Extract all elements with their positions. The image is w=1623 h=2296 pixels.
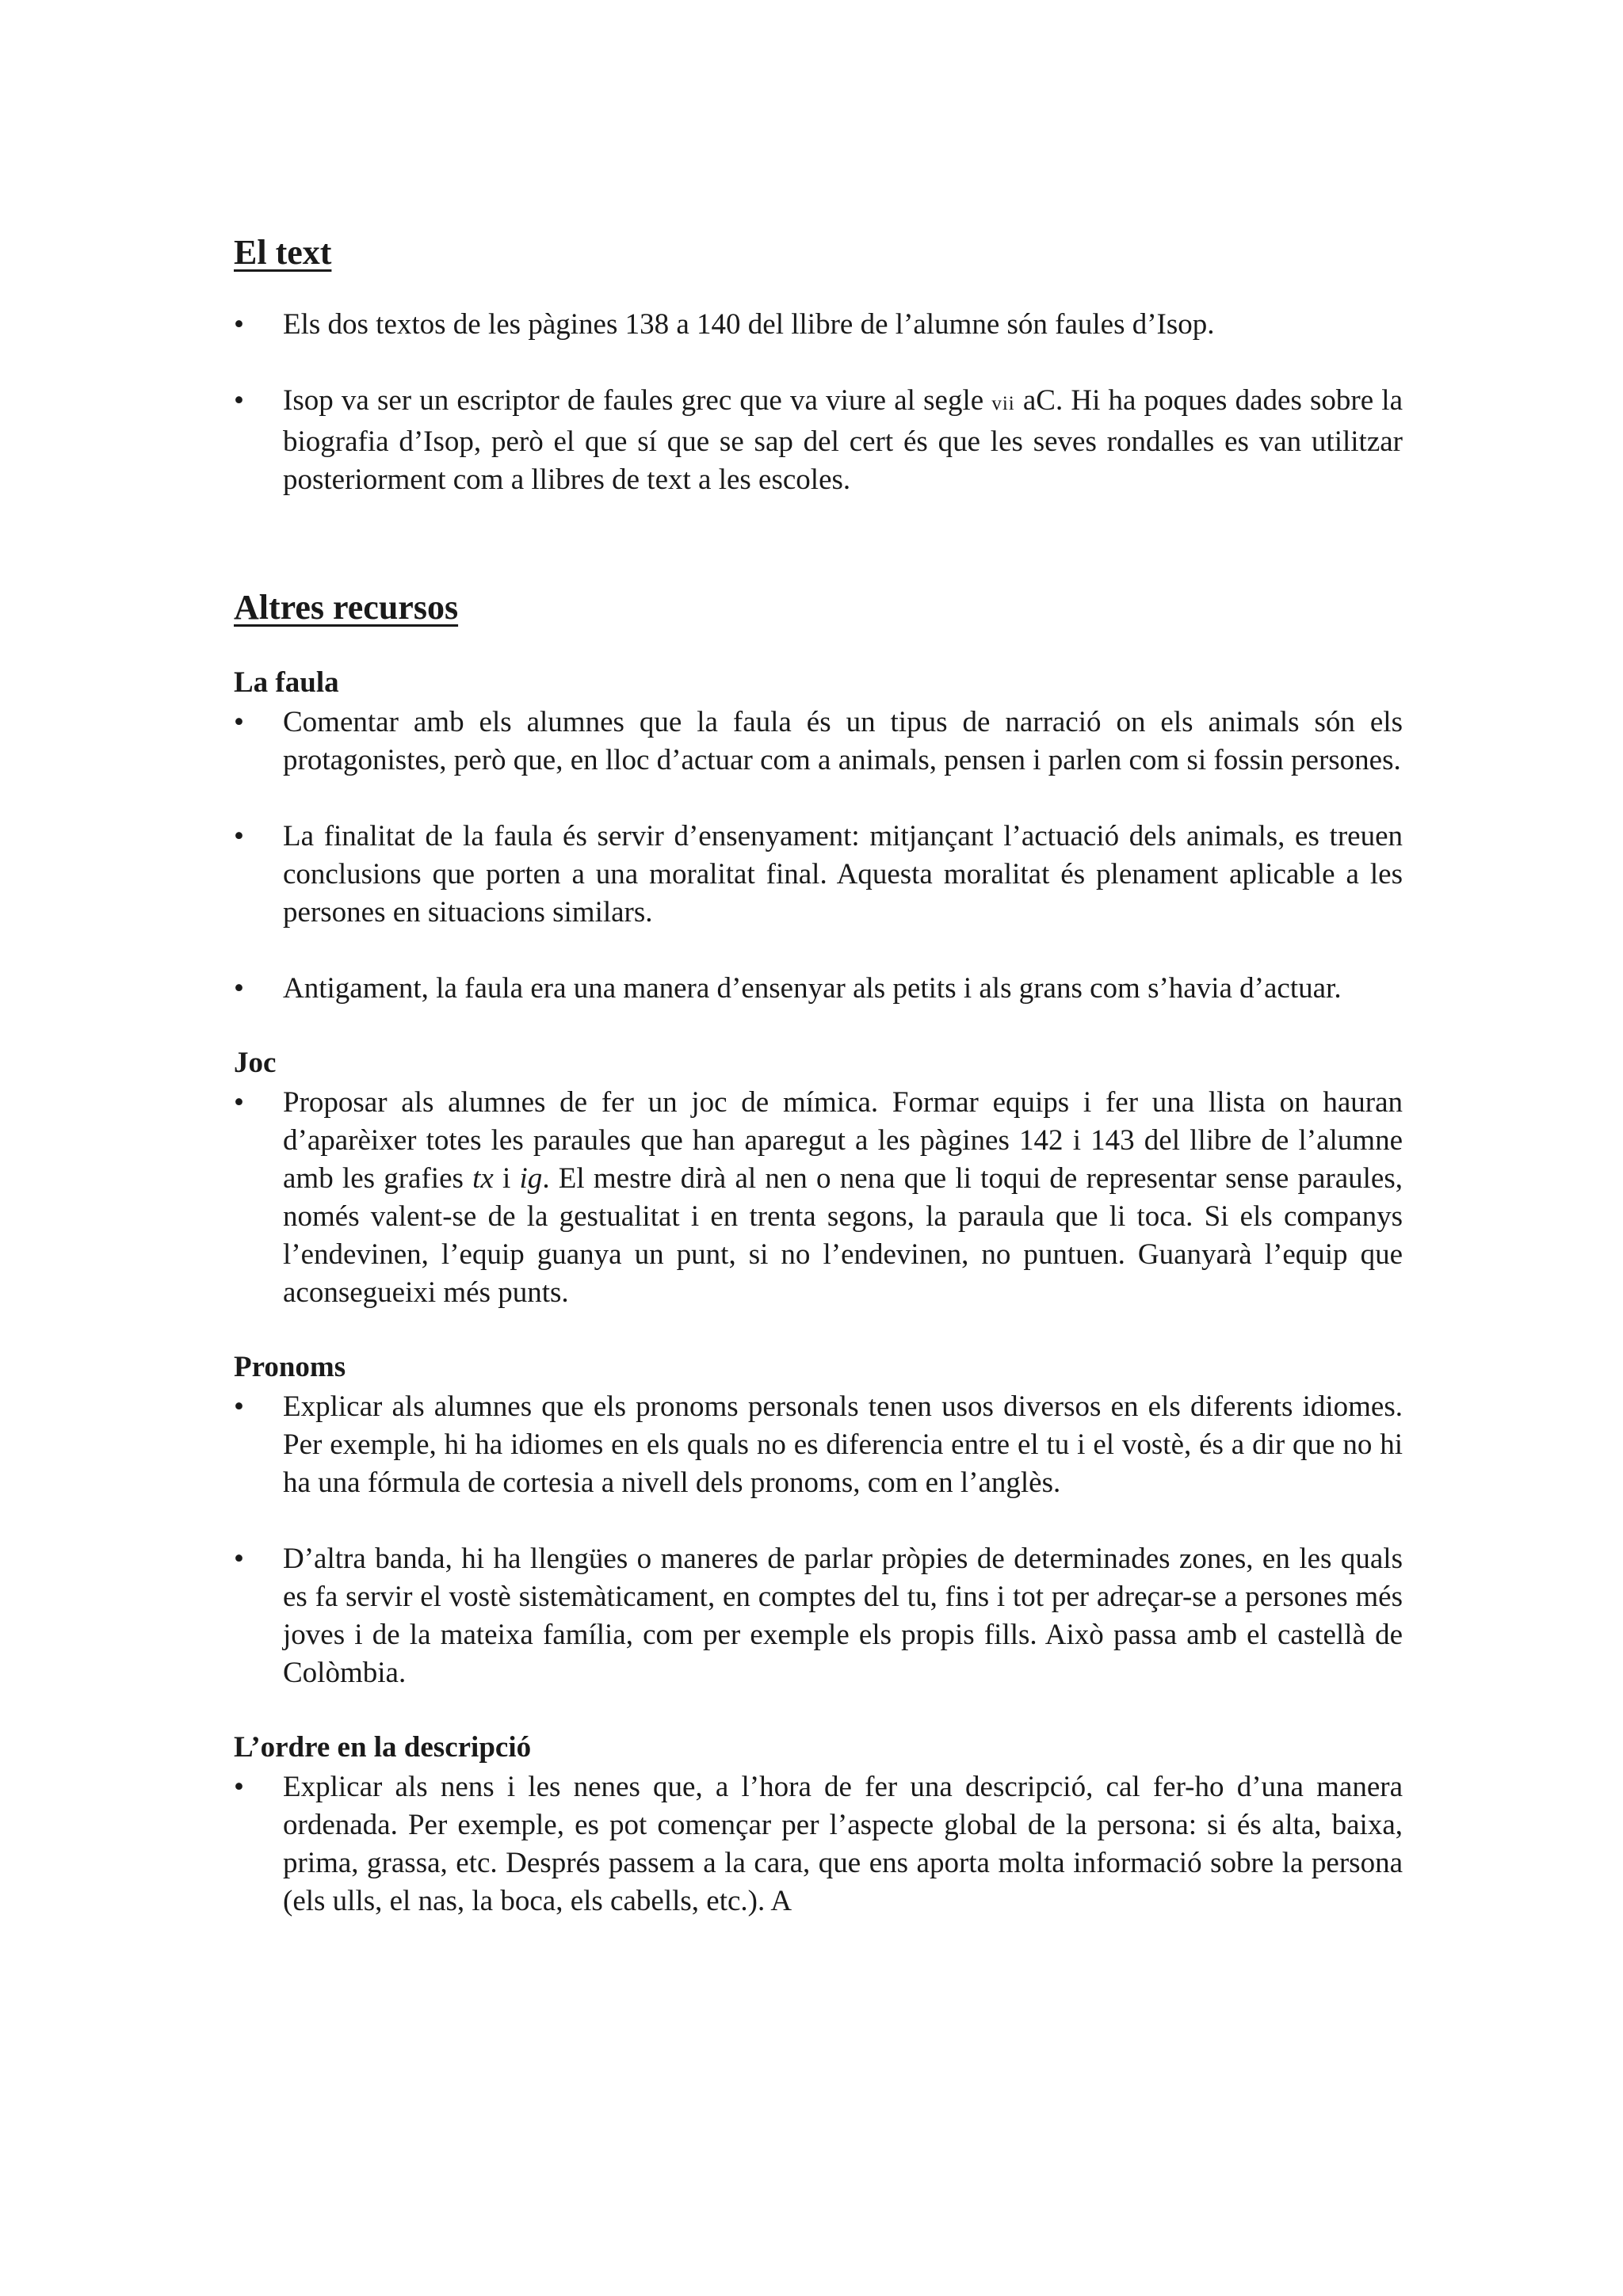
list-item [234, 1388, 1403, 1502]
paragraph-text: Comentar amb els alumnes que la faula és un tipus de narració on els animals són els protagonistes, però que, en lloc d’actuar com a animals, pensen i parlen com si fossin persones. [283, 706, 1403, 776]
list-item [234, 970, 1403, 1008]
list-item [234, 1768, 1403, 1920]
paragraph-text: i [493, 1162, 520, 1195]
bullet-icon: • [234, 1390, 244, 1423]
grafia-tx: tx [472, 1162, 494, 1195]
list-item [234, 1084, 1403, 1312]
paragraph-text: . El mestre dirà al nen o nena que li toqui de representar sense paraules, només valent-se de la gestualitat i en trenta segons, la paraula que li toca. Si els companys l’endevinen, l’equip guanya un punt, si no l’endevinen, no puntuen. Guanyarà l’equip que aconsegueixi més punts. [283, 1162, 1403, 1309]
paragraph-text: Explicar als nens i les nenes que, a l’hora de fer una descripció, cal fer-ho d’una manera ordenada. Per exemple, es pot començar per l’aspecte global de la persona: si és alta, baixa, prima, grassa, etc. Després passem a la cara, que ens aporta molta informació sobre la persona (els ulls, el nas, la boca, els cabells, etc.). A [283, 1771, 1403, 1917]
page-content [234, 230, 1403, 1920]
bullet-icon: • [234, 972, 244, 1005]
list-item [234, 704, 1403, 780]
paragraph-text: Proposar als alumnes de fer un joc de mímica. Formar equips i fer una llista on hauran d’aparèixer totes les paraules que han aparegut a les pàgines 142 i 143 del llibre de l’alumne amb les grafies [283, 1086, 1403, 1195]
subheading-ordre-descripcio: L’ordre en la descripció [234, 1731, 532, 1764]
list-item [234, 818, 1403, 932]
list-item [234, 382, 1403, 499]
bullet-icon: • [234, 308, 244, 341]
el-text-list [234, 306, 1403, 499]
subheading-pronoms: Pronoms [234, 1351, 346, 1383]
pronoms-list [234, 1388, 1403, 1692]
paragraph-text: La finalitat de la faula és servir d’ensenyament: mitjançant l’actuació dels animals, es treuen conclusions que porten a una moralitat final. Aquesta moralitat és plenament aplicable a les persones en situacions similars. [283, 820, 1403, 929]
century-numeral: vii [991, 393, 1015, 414]
subheading-joc: Joc [234, 1047, 277, 1079]
list-item [234, 1540, 1403, 1692]
bullet-icon: • [234, 820, 244, 852]
paragraph-text: Isop va ser un escriptor de faules grec que va viure al segle [283, 384, 992, 417]
paragraph-text: Explicar als alumnes que els pronoms personals tenen usos diversos en els diferents idiomes. Per exemple, hi ha idiomes en els quals no es diferencia entre el tu i el vostè, és a dir que no hi ha una fórmula de cortesia a nivell dels pronoms, com en l’anglès. [283, 1390, 1403, 1499]
paragraph-text: D’altra banda, hi ha llengües o maneres de parlar pròpies de determinades zones, en les quals es fa servir el vostè sistemàticament, en comptes del tu, fins i tot per adreçar-se a persones més joves i de la mateixa família, com per exemple els propis fills. Això passa amb el castellà de Colòmbia. [283, 1543, 1403, 1689]
paragraph-text: Els dos textos de les pàgines 138 a 140 del llibre de l’alumne són faules d’Isop. [283, 308, 1215, 341]
grafia-ig: ig [519, 1162, 543, 1195]
bullet-icon: • [234, 706, 244, 738]
subheading-la-faula: La faula [234, 666, 339, 699]
faula-list [234, 704, 1403, 1008]
paragraph-text: aC. Hi ha poques dades sobre la biografia d’Isop, però el que sí que se sap del cert és que les seves rondalles es van utilitzar posteriorment com a llibres de text a les escoles. [283, 384, 1403, 496]
section-heading-altres-recursos: Altres recursos [234, 588, 459, 627]
bullet-icon: • [234, 1771, 244, 1803]
joc-list [234, 1084, 1403, 1312]
bullet-icon: • [234, 384, 244, 417]
section-heading-el-text: El text [234, 233, 332, 272]
ordre-list [234, 1768, 1403, 1920]
paragraph-text: Antigament, la faula era una manera d’ensenyar als petits i als grans com s’havia d’actuar. [283, 972, 1342, 1005]
bullet-icon: • [234, 1086, 244, 1119]
bullet-icon: • [234, 1543, 244, 1575]
list-item [234, 306, 1403, 344]
